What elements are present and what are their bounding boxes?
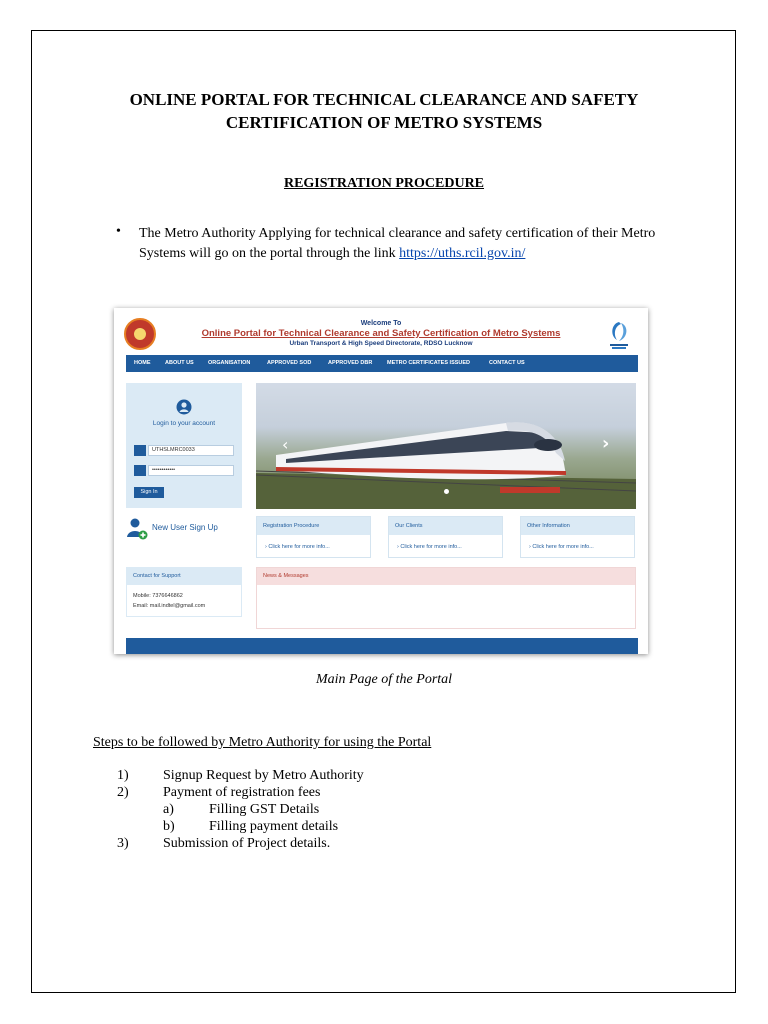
card-link[interactable]: › Click here for more info... [265, 544, 330, 550]
sign-in-button[interactable]: Sign In [134, 487, 164, 498]
card-title: Registration Procedure [257, 517, 370, 535]
title-line-2: CERTIFICATION OF METRO SYSTEMS [225, 113, 543, 132]
card-title: Other Information [521, 517, 634, 535]
nav-approved-sod[interactable]: APPROVED SOD [267, 360, 312, 366]
username-input[interactable]: UTHSLMRC0033 [148, 445, 234, 456]
steps-heading: Steps to be followed by Metro Authority for using the Portal [93, 735, 432, 750]
bullet-text: The Metro Authority Applying for technical clearance and safety certification of their Metro Systems will go on the portal through the link [139, 226, 656, 261]
step-number: 1) [117, 768, 129, 783]
registration-card [256, 516, 371, 558]
nav-home[interactable]: HOME [134, 360, 151, 366]
password-input[interactable]: •••••••••••• [148, 465, 234, 476]
step-text: Signup Request by Metro Authority [163, 768, 364, 783]
new-user-signup[interactable] [126, 515, 242, 545]
step-number: 2) [117, 785, 129, 800]
username-row [134, 445, 234, 456]
welcome-text: Welcome To [360, 320, 402, 327]
other-info-card [520, 516, 635, 558]
portal-link[interactable]: https://uths.rcil.gov.in/ [399, 246, 526, 261]
new-user-label[interactable]: New User Sign Up [152, 523, 218, 532]
portal-footer [126, 638, 638, 654]
card-link[interactable]: › Click here for more info... [529, 544, 594, 550]
person-icon [134, 445, 146, 456]
directorate-text: Urban Transport & High Speed Directorate, RDSO Lucknow [289, 340, 473, 347]
login-panel [126, 383, 242, 508]
user-icon [176, 399, 192, 415]
password-row [134, 465, 234, 476]
substep-letter: a) [163, 802, 174, 817]
portal-screenshot [114, 308, 648, 654]
add-user-icon [126, 517, 148, 541]
login-title: Login to your account [152, 420, 216, 427]
news-title: News & Messages [257, 568, 635, 585]
step-number: 3) [117, 836, 129, 851]
portal-header [114, 308, 648, 352]
carousel-dot[interactable] [444, 489, 449, 494]
nav-metro-certificates[interactable]: METRO CERTIFICATES ISSUED [387, 360, 471, 366]
bullet-icon: • [116, 224, 121, 239]
figure-caption: Main Page of the Portal [315, 672, 453, 687]
substep-text: Filling GST Details [209, 802, 320, 817]
news-panel [256, 567, 636, 629]
nav-organisation[interactable]: ORGANISATION [208, 360, 251, 366]
section-heading: REGISTRATION PROCEDURE [283, 176, 485, 191]
title-line-1: ONLINE PORTAL FOR TECHNICAL CLEARANCE AND SAFETY [129, 90, 639, 109]
railtel-logo-icon [607, 320, 631, 350]
support-email: Email: mail.indtel@gmail.com [133, 603, 206, 609]
banner-prev-arrow[interactable]: ‹ [282, 435, 289, 454]
step-text: Submission of Project details. [163, 836, 331, 851]
support-panel [126, 567, 242, 617]
support-title: Contact for Support [127, 568, 241, 585]
clients-card [388, 516, 503, 558]
bullet-paragraph [139, 224, 699, 264]
portal-nav-bar [126, 355, 638, 372]
support-mobile: Mobile: 7376646862 [133, 593, 183, 599]
lock-icon [134, 465, 146, 476]
card-link[interactable]: › Click here for more info... [397, 544, 462, 550]
document-title [0, 88, 768, 134]
nav-contact-us[interactable]: CONTACT US [489, 360, 525, 366]
banner-next-arrow[interactable]: › [602, 433, 610, 454]
substep-letter: b) [163, 819, 175, 834]
train-banner-image [256, 383, 636, 509]
card-title: Our Clients [389, 517, 502, 535]
substep-text: Filling payment details [209, 819, 339, 834]
nav-approved-dbr[interactable]: APPROVED DBR [328, 360, 373, 366]
portal-title: Online Portal for Technical Clearance and Safety Certification of Metro Systems [201, 328, 561, 339]
nav-about-us[interactable]: ABOUT US [165, 360, 194, 366]
step-text: Payment of registration fees [163, 785, 321, 800]
